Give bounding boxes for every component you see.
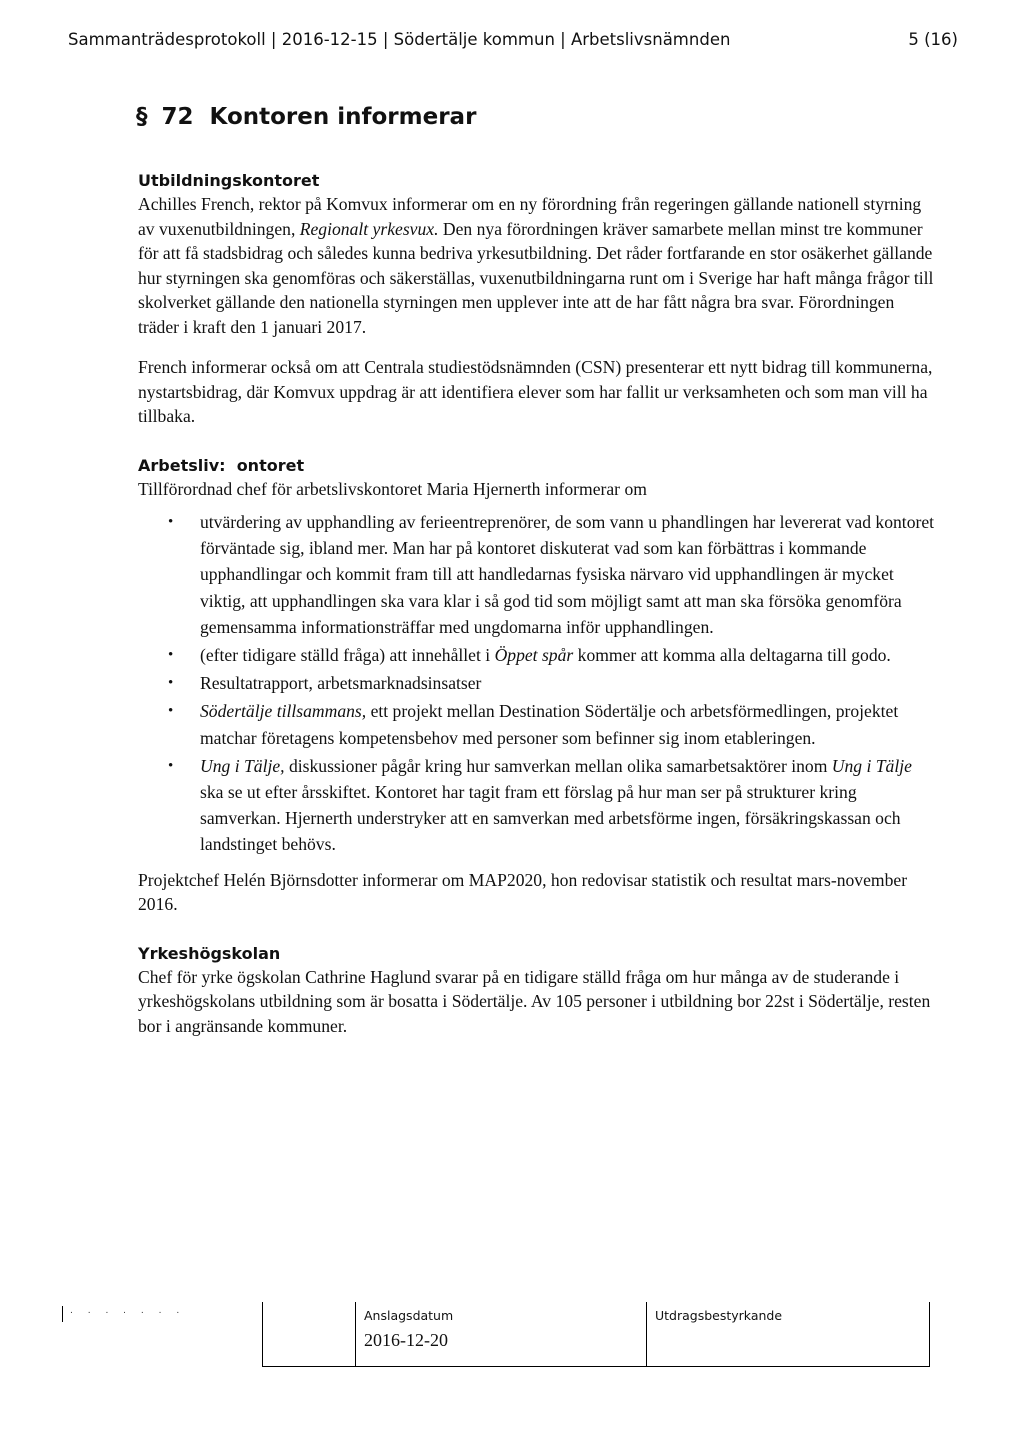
list-item-text: ett projekt mellan Destination Södertälje och arbetsförmedlingen, projektet matchar företagens kompetensbehov med personer som befinner sig inom etableringen. bbox=[200, 701, 899, 748]
anslag-date: 2016-12-20 bbox=[364, 1330, 448, 1350]
list-item-text: diskussioner pågår kring hur samverkan mellan olika samarbetsaktörer inom bbox=[284, 755, 832, 776]
utb-paragraph-1 bbox=[138, 192, 938, 339]
arb-intro: Tillförordnad chef för arbetslivskontoret Maria Hjernerth informerar om bbox=[138, 478, 647, 499]
arb-bullet-list bbox=[138, 509, 938, 858]
list-item-text: utvärdering av upphandling av ferieentreprenörer, de som vann u phandlingen har levererat vad kontoret förväntade sig, ibland mer. Man har på kontoret diskuterat vad som kan förbättras i kommande upphandlingar och kommit fram till att handledarnas fysiska närvaro vid upphandlingen är mycket viktig, att upphandlingen ska vara klar i så god tid som möjligt samt att man ska försöka genomföra gemensamma informationsträffar med ungdomarna inför upphandlingen. bbox=[200, 512, 935, 637]
utb-p1-emphasis: Regionalt yrkesvux. bbox=[299, 218, 439, 239]
page-number: 5 (16) bbox=[908, 30, 958, 49]
bullet-icon: • bbox=[168, 675, 174, 692]
footer-cell-utdrag bbox=[646, 1302, 930, 1366]
paragraph-symbol: § bbox=[136, 104, 148, 130]
list-item bbox=[138, 509, 938, 640]
list-item-text: (efter tidigare ställd fråga) att innehållet i bbox=[200, 645, 495, 666]
list-item-emphasis: Ung i Tälje, bbox=[200, 755, 285, 776]
list-item bbox=[138, 670, 938, 696]
list-item bbox=[138, 753, 938, 858]
bullet-icon: • bbox=[168, 514, 174, 530]
footer-mark bbox=[62, 1306, 63, 1322]
heading-arbetslivskontoret: Arbetsliv: ontoret bbox=[138, 455, 305, 475]
list-item-emphasis: Ung i Tälje bbox=[831, 755, 912, 776]
utb-p1-text-a: Achilles French, rektor på Komvux informerar om en ny förordning från regeringen gällande nationell styrning av vuxenutbildningen, bbox=[138, 194, 922, 239]
utdrag-label: Utdragsbestyrkande bbox=[655, 1308, 783, 1323]
footer-signature-dots: . . . . . . . bbox=[70, 1306, 186, 1316]
list-item-text: ska se ut efter årsskiftet. Kontoret har tagit fram ett förslag på hur man ser på strukturer kring samverkan. Hjernerth understryker att en samverkan med arbetsförme ingen, försäkringskassan och landstinget behövs. bbox=[200, 782, 901, 855]
heading-utbildningskontoret: Utbildningskontoret bbox=[138, 171, 320, 190]
footer-cell-signature bbox=[262, 1302, 355, 1366]
bullet-icon: • bbox=[168, 647, 174, 664]
header-text: Sammanträdesprotokoll | 2016-12-15 | Södertälje kommun | Arbetslivsnämnden bbox=[68, 30, 731, 49]
bullet-icon: • bbox=[168, 703, 174, 720]
footer-table bbox=[262, 1302, 930, 1367]
page-header bbox=[68, 30, 958, 49]
yh-paragraph: Chef för yrke ögskolan Cathrine Haglund svarar på en tidigare ställd fråga om hur många av de studerande i yrkeshögskolans utbildning som är bosatta i Södertälje. Av 105 personer i utbildning bor 22st i Södertälje, resten bor i angränsande kommuner. bbox=[138, 966, 931, 1036]
document-body bbox=[138, 170, 938, 1038]
footer-cell-anslag bbox=[355, 1302, 646, 1366]
arb-paragraph-map2020: Projektchef Helén Björnsdotter informerar om MAP2020, hon redovisar statistik och resultat mars-november 2016. bbox=[138, 869, 908, 915]
list-item bbox=[138, 642, 938, 668]
list-item-emphasis: Södertälje tillsammans, bbox=[200, 701, 367, 722]
utb-paragraph-2: French informerar också om att Centrala studiestödsnämnden (CSN) presenterar ett nytt bidrag till kommunerna, nystartsbidrag, där Komvux uppdrag är att identifiera elever som har fallit ur verksamheten och som man vill ha tillbaka. bbox=[138, 357, 933, 426]
list-item-text: Resultatrapport, arbetsmarknadsinsatser bbox=[200, 673, 482, 694]
section-title bbox=[136, 104, 476, 130]
bullet-icon: • bbox=[168, 757, 174, 774]
anslag-label: Anslagsdatum bbox=[364, 1308, 454, 1323]
utb-p1-text-b: Den nya förordningen kräver samarbete mellan minst tre kommuner för att få stadsbidrag och således kunna bedriva yrkesutbildning. Det råder fortfarande en stor osäkerhet gällande hur styrningen ska genomföras och säkerställas, vuxenutbildningarna runt om i Sverige har haft många frågor till skolverket gällande den nationella styrningen men upplever inte att de har fått några bra svar. Förordningen träder i kraft den 1 januari 2017. bbox=[138, 218, 934, 337]
list-item-text: kommer att komma alla deltagarna till godo. bbox=[573, 645, 891, 666]
list-item-emphasis: Öppet spår bbox=[494, 645, 574, 666]
section-title-text: 72 Kontoren informerar bbox=[161, 104, 477, 130]
heading-yrkeshogskolan: Yrkeshögskolan bbox=[138, 943, 281, 963]
list-item bbox=[138, 698, 938, 750]
